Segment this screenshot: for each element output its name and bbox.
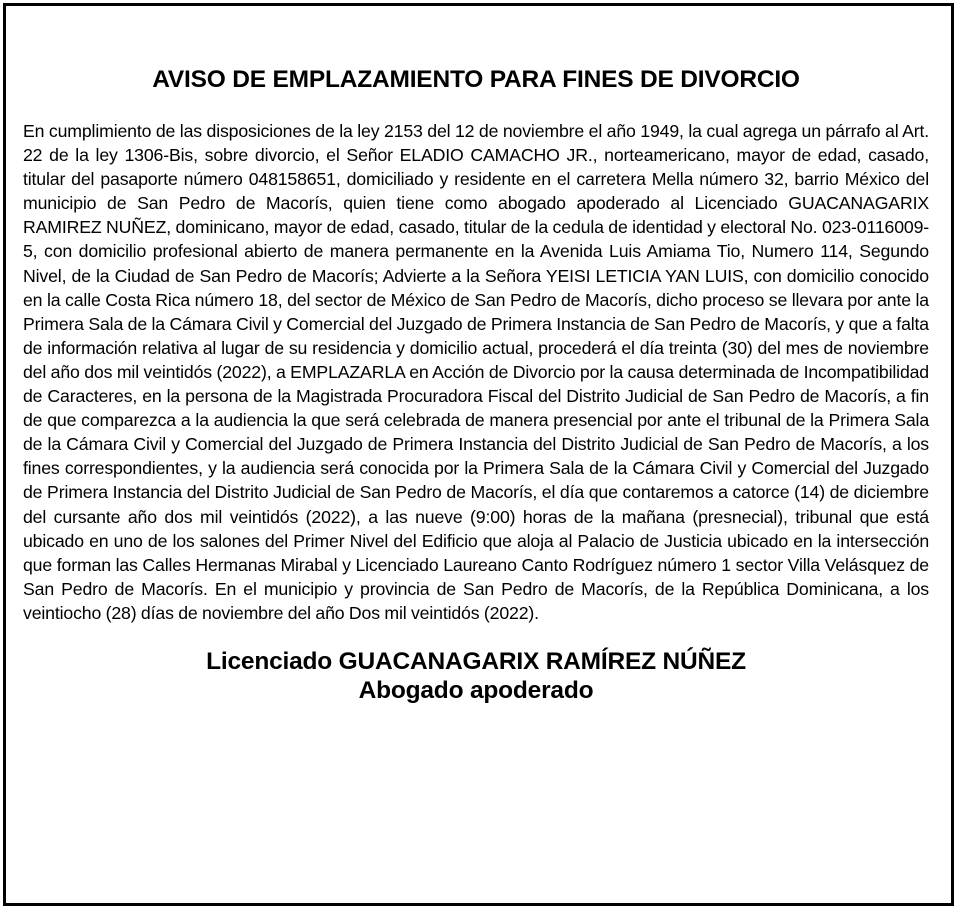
signature-block xyxy=(23,647,929,705)
notice-frame xyxy=(3,3,954,906)
notice-content xyxy=(23,61,929,705)
signature-name: Licenciado GUACANAGARIX RAMÍREZ NÚÑEZ xyxy=(206,647,746,675)
notice-body: En cumplimiento de las disposiciones de la ley 2153 del 12 de noviembre el año 1949, la cual agrega un párrafo al Art. 22 de la ley 1306-Bis, sobre divorcio, el Señor ELADIO CAMACHO JR., norteamericano, mayor de edad, casado, titular del pasaporte número 048158651, domiciliado y residente en el carretera Mella número 32, barrio México del municipio de San Pedro de Macorís, quien tiene como abogado apoderado al Licenciado GUACANAGARIX RAMIREZ NUÑEZ, dominicano, mayor de edad, casado, titular de la cedula de identidad y electoral No. 023-0116009-5, con domicilio profesional abierto de manera permanente en la Avenida Luis Amiama Tio, Numero 114, Segundo Nivel, de la Ciudad de San Pedro de Macorís; Advierte a la Señora YEISI LETICIA YAN LUIS, con domicilio conocido en la calle Costa Rica número 18, del sector de México de San Pedro de Macorís, dicho proceso se llevara por ante la Primera Sala de la Cámara Civil y Comercial del Juzgado de Primera Instancia de San Pedro de Macorís, y que a falta de información relativa al lugar de su residencia y domicilio actual, procederá el día treinta (30) del mes de noviembre del año dos mil veintidós (2022), a EMPLAZARLA en Acción de Divorcio por la causa determinada de Incompatibilidad de Caracteres, en la persona de la Magistrada Procuradora Fiscal del Distrito Judicial de San Pedro de Macorís, a fin de que comparezca a la audiencia la que será celebrada de manera presencial por ante el tribunal de la Primera Sala de la Cámara Civil y Comercial del Juzgado de Primera Instancia del Distrito Judicial de San Pedro de Macorís, a los fines correspondientes, y la audiencia será conocida por la Primera Sala de la Cámara Civil y Comercial del Juzgado de Primera Instancia del Distrito Judicial de San Pedro de Macorís, el día que contaremos a catorce (14) de diciembre del cursante año dos mil veintidós (2022), a las nueve (9:00) horas de la mañana (presnecial), tribunal que está ubicado en uno de los salones del Primer Nivel del Edificio que aloja al Palacio de Justicia ubicado en la intersección que forman las Calles Hermanas Mirabal y Licenciado Laureano Canto Rodríguez número 1 sector Villa Velásquez de San Pedro de Macorís. En el municipio y provincia de San Pedro de Macorís, de la República Dominicana, a los veintiocho (28) días de noviembre del año Dos mil veintidós (2022). xyxy=(23,121,929,623)
notice-title: AVISO DE EMPLAZAMIENTO PARA FINES DE DIVORCIO xyxy=(152,66,800,93)
signature-role: Abogado apoderado xyxy=(358,676,594,704)
